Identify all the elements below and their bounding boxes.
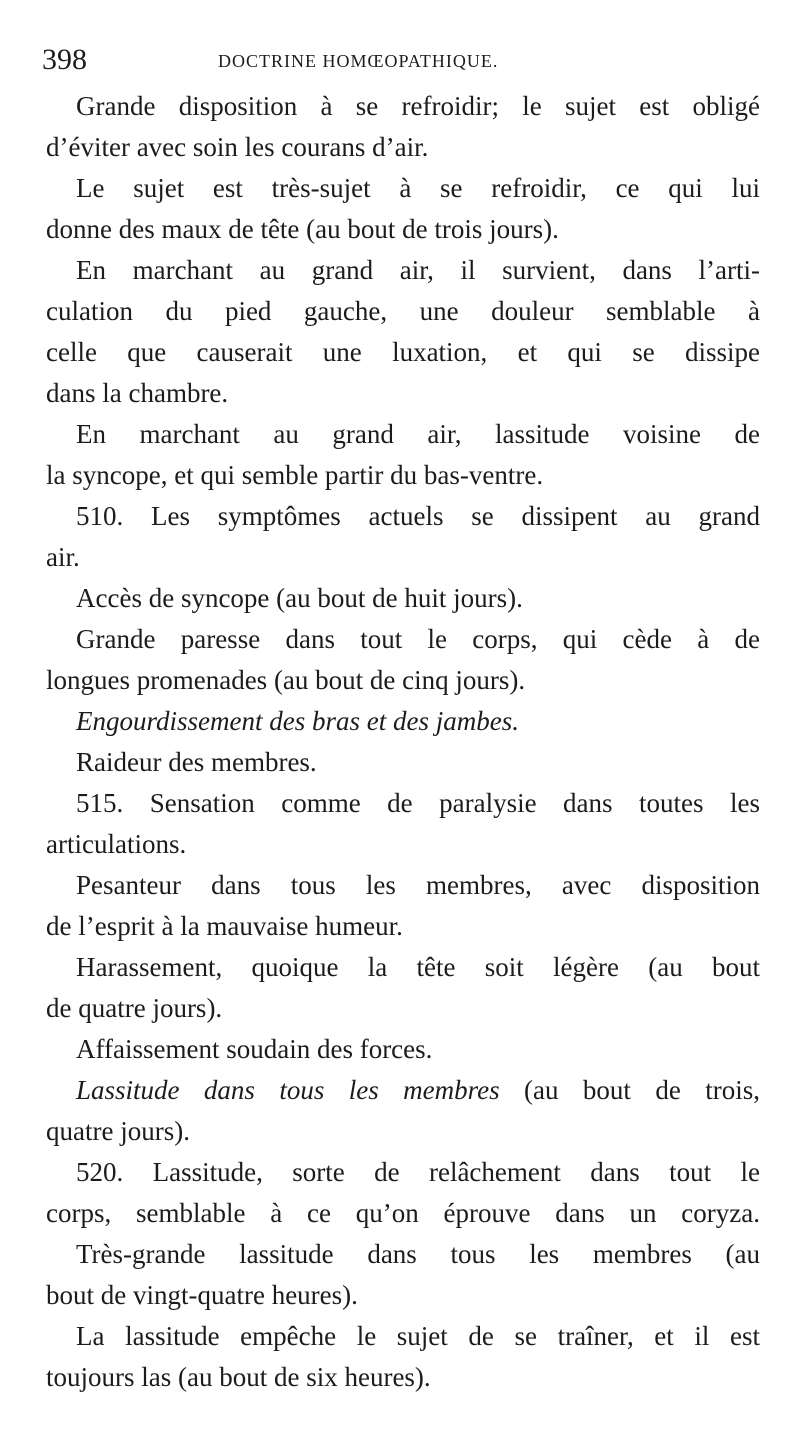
text-line: la syncope, et qui semble partir du bas-ventre. [46, 460, 544, 490]
text-line-mixed [46, 1070, 760, 1111]
text-line: Raideur des membres. [76, 747, 317, 777]
text-line: Pesanteur dans tous les membres, avec disposition [76, 870, 760, 900]
text-line: air. [46, 542, 80, 572]
text-line: culation du pied gauche, une douleur semblable à [46, 296, 760, 326]
text-line-italic: Engourdissement des bras et des jambes. [76, 706, 519, 736]
text-line: articulations. [46, 829, 187, 859]
text-line: quatre jours). [46, 1116, 190, 1146]
text-line: celle que causerait une luxation, et qui se dissipe [46, 337, 760, 367]
page-number: 398 [42, 43, 87, 76]
text-line: Harassement, quoique la tête soit légère (au bout [76, 952, 760, 982]
text-line: Grande disposition à se refroidir; le sujet est obligé [76, 91, 760, 121]
text-fragment: (au bout de trois, [499, 1075, 760, 1105]
text-line: En marchant au grand air, il survient, dans l’arti- [76, 255, 760, 285]
body-text [46, 86, 760, 1398]
text-line: 520. Lassitude, sorte de relâchement dans tout le [76, 1157, 760, 1187]
text-line: bout de vingt-quatre heures). [46, 1280, 358, 1310]
text-line: de quatre jours). [46, 993, 223, 1023]
text-line: d’éviter avec soin les courans d’air. [46, 132, 429, 162]
text-line: Grande paresse dans tout le corps, qui cède à de [76, 624, 760, 654]
text-line: longues promenades (au bout de cinq jours). [46, 665, 526, 695]
text-line: de l’esprit à la mauvaise humeur. [46, 911, 403, 941]
text-line: La lassitude empêche le sujet de se traîner, et il est [76, 1321, 760, 1351]
text-line: Le sujet est très-sujet à se refroidir, ce qui lui [76, 173, 760, 203]
text-line: Accès de syncope (au bout de huit jours). [76, 583, 523, 613]
text-line: En marchant au grand air, lassitude voisine de [76, 419, 760, 449]
page-header [42, 40, 760, 80]
text-line: 510. Les symptômes actuels se dissipent au grand [76, 501, 760, 531]
text-line: corps, semblable à ce qu’on éprouve dans un coryza. [46, 1198, 760, 1228]
text-line: toujours las (au bout de six heures). [46, 1362, 431, 1392]
italic-phrase: Lassitude dans tous les membres [76, 1075, 500, 1105]
text-line: Affaissement soudain des forces. [76, 1034, 433, 1064]
text-line: donne des maux de tête (au bout de trois jours). [46, 214, 559, 244]
text-line: dans la chambre. [46, 378, 229, 408]
text-line: Très-grande lassitude dans tous les membres (au [76, 1239, 760, 1269]
text-line: 515. Sensation comme de paralysie dans toutes les [76, 788, 760, 818]
running-title: DOCTRINE HOMŒOPATHIQUE. [218, 51, 499, 71]
